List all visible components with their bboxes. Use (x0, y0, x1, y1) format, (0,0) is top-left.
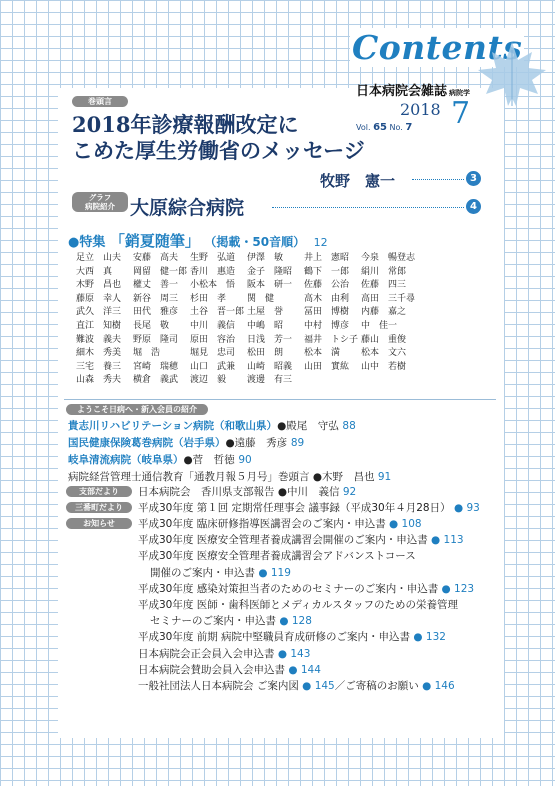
graph-hospital-name[interactable]: 大原綜合病院 (130, 197, 245, 219)
contributor-name: 權丈 善一 (133, 280, 179, 291)
contributor-name: 松本 文六 (361, 348, 407, 359)
contributor-name (418, 320, 475, 334)
contributor-name: 足立 山夫 (76, 253, 122, 263)
welcome-item[interactable] (68, 418, 356, 433)
mgmt-item[interactable] (68, 469, 391, 484)
contributor-name: 三宅 養三 (76, 361, 122, 372)
graph-badge (72, 192, 128, 212)
contributor-name: 杉田 孝 (190, 293, 227, 304)
page-number-badge[interactable]: 3 (466, 171, 481, 186)
contributor-name: 横倉 義武 (133, 375, 179, 386)
page-number-badge[interactable]: 4 (466, 199, 481, 214)
contributor-name: 新谷 周三 (133, 293, 179, 304)
contributor-name: 中嶋 昭 (247, 320, 284, 331)
contributor-name: 野原 隆司 (133, 334, 179, 345)
notice-text: 開催のご案内・申込書 (150, 566, 255, 579)
contributor-name: 小松本 悟 (190, 280, 236, 291)
notice-page: 146 (434, 680, 455, 692)
welcome-person: ●遠藤 秀彦 (225, 437, 288, 449)
contributor-name: 山森 秀夫 (76, 375, 122, 386)
notice-extra: ／ご寄稿のお願い (334, 680, 419, 692)
contributor-name: 木野 昌也 (76, 280, 122, 291)
branch-item[interactable] (138, 484, 356, 499)
contributor-name: 山崎 昭義 (247, 361, 293, 372)
notice-text: 平成30年度 感染対策担当者のためのセミナーのご案内・申込書 (138, 582, 439, 595)
welcome-hospital: 岐阜清流病院（岐阜県） (68, 454, 184, 466)
contributor-name (418, 293, 475, 307)
notice-item[interactable] (150, 565, 291, 580)
contributor-name: 山口 武兼 (190, 361, 236, 372)
sanno-badge: 三番町だより (66, 502, 132, 513)
welcome-hospital: 国民健康保険葛巻病院（岩手県） (68, 437, 226, 449)
sanno-page: 93 (466, 502, 480, 514)
bullet-dot: ● (438, 582, 455, 595)
contributor-name (418, 334, 475, 348)
mgmt-person: ●木野 昌也 (312, 471, 375, 483)
notice-item[interactable] (150, 613, 312, 628)
contributor-name: 井上 憲昭 (304, 253, 350, 263)
bullet-dot: ● (418, 680, 435, 692)
contributor-names-grid (76, 252, 476, 388)
notice-item[interactable] (138, 662, 321, 677)
welcome-badge: ようこそ日病へ・新入会員の紹介 (66, 404, 208, 415)
notice-item[interactable] (138, 597, 458, 612)
branch-page: 92 (342, 486, 357, 498)
notice-text: 平成30年度 医師・歯科医師とメディカルスタッフのための栄養管理 (138, 599, 459, 611)
special-feature-heading[interactable] (68, 230, 328, 251)
contributor-name: 冨田 博樹 (304, 307, 350, 318)
vol-label: Vol. (356, 123, 371, 132)
contributor-name (418, 361, 475, 375)
contributor-name: 高木 由利 (304, 293, 350, 304)
contributor-name: 香川 惠造 (190, 266, 236, 277)
branch-badge: 支部だより (66, 486, 132, 497)
issue-month: 7 (451, 96, 471, 131)
contributor-name (418, 306, 475, 320)
contributor-name (418, 252, 475, 266)
contributor-name: 絹川 常郎 (361, 266, 407, 277)
notice-text: 一般社団法人日本病院会 ご案内図 (138, 680, 299, 692)
contributor-name: 高田 三千尋 (361, 293, 416, 304)
branch-text: 日本病院会 香川県支部報告 (138, 486, 275, 498)
contributor-name: 田代 雅彦 (133, 307, 179, 318)
notice-page: 119 (270, 566, 291, 579)
welcome-page: 88 (342, 420, 356, 432)
contributor-name: 日浅 芳一 (247, 334, 293, 345)
notice-item[interactable] (138, 629, 446, 644)
contributor-name: 土屋 誉 (247, 307, 284, 318)
notice-item[interactable] (138, 532, 464, 547)
contributor-name: 渡邊 有三 (247, 375, 293, 386)
welcome-person: ●菅 哲徳 (183, 454, 235, 466)
notice-page: 123 (454, 582, 475, 595)
bullet-dot: ● (410, 631, 426, 644)
journal-name-text: 日本病院会雑誌 (356, 84, 448, 99)
mgmt-page: 91 (377, 471, 392, 483)
contributor-name: 長尾 敬 (133, 320, 170, 331)
no-label: No. (389, 123, 403, 132)
notice-text: 平成30年度 医療安全管理者養成講習会開催のご案内・申込書 (138, 534, 428, 547)
contributor-name: 難波 義夫 (76, 334, 122, 345)
bullet-dot: ● (255, 566, 271, 579)
notice-text: 平成30年度 臨床研修指導医講習会のご案内・申込書 (138, 518, 386, 530)
notice-page: 128 (291, 615, 312, 628)
opening-author: 牧野 憲一 (320, 172, 396, 190)
contributor-name: 松本 満 (304, 348, 341, 359)
contributor-name: 内藤 嘉之 (361, 307, 407, 318)
bullet-dot: ● (285, 663, 301, 676)
contributor-name (418, 266, 475, 280)
welcome-hospital: 貴志川リハビリテーション病院（和歌山県） (68, 420, 278, 432)
notice-text: 平成30年度 医療安全管理者養成講習会アドバンストコース (138, 550, 416, 563)
notice-item[interactable] (138, 678, 455, 693)
contributor-name: 中 佳一 (361, 320, 398, 331)
notice-item[interactable] (138, 548, 416, 563)
no-value: 7 (405, 122, 413, 133)
contributor-name: 山中 若樹 (361, 361, 407, 372)
bullet-dot: ● (385, 518, 402, 530)
bullet-dot: ● (453, 502, 464, 514)
contributor-name: 細木 秀美 (76, 348, 122, 359)
bullet-dot: ● (427, 534, 444, 547)
dot-leader (272, 207, 464, 208)
bullet-dot: ● (274, 647, 291, 660)
notice-page: 113 (443, 534, 464, 547)
opening-title[interactable] (72, 112, 365, 164)
contributor-name (304, 374, 361, 388)
special-label: ●特集 (68, 235, 106, 250)
contributor-name: 大西 真 (76, 266, 113, 277)
notice-page: 145 (314, 680, 335, 692)
special-page: 12 (313, 236, 328, 249)
contributor-name: 堀見 忠司 (190, 348, 236, 359)
divider (64, 399, 496, 400)
contributor-name: 今泉 暢登志 (361, 253, 416, 263)
contributor-name: 佐藤 四三 (361, 280, 407, 291)
bullet-dot: ● (298, 680, 315, 692)
contributor-name: 松田 朗 (247, 348, 284, 359)
contributor-name: 安藤 高夫 (133, 253, 179, 263)
dot-leader (412, 179, 464, 180)
notice-page: 108 (401, 518, 422, 530)
contributor-name: 中川 義信 (190, 320, 236, 331)
notice-text: 日本病院会正会員入会申込書 (138, 647, 275, 660)
contributor-name: 土谷 晋一郎 (190, 307, 245, 318)
notices-badge: お知らせ (66, 518, 132, 529)
vol-value: 65 (373, 122, 387, 133)
notice-page: 132 (425, 631, 446, 644)
sanno-item[interactable] (138, 500, 480, 515)
notice-text: 日本病院会賛助会員入会申込書 (138, 663, 285, 676)
contributor-name: 金子 隆昭 (247, 266, 293, 277)
contributor-name: 岡留 健一郎 (133, 266, 188, 277)
contributor-name: 原田 容治 (190, 334, 236, 345)
notice-text: セミナーのご案内・申込書 (150, 615, 276, 628)
contributor-name: 藤山 重俊 (361, 334, 407, 345)
opening-title-line1: 2018年診療報酬改定に (72, 112, 299, 137)
special-title: 「銷夏随筆」 (109, 232, 200, 250)
notice-item[interactable] (138, 646, 310, 661)
opening-badge: 巻頭言 (72, 96, 128, 107)
sanno-text: 平成30年度 第１回 定期常任理事会 議事録（平成30年４月28日） (138, 502, 451, 514)
maple-leaf-icon (476, 40, 548, 110)
contributor-name: 伊澤 敏 (247, 253, 284, 263)
contributor-name: 藤原 幸人 (76, 293, 122, 304)
contributor-name: 関 健 (247, 293, 275, 304)
welcome-item[interactable] (68, 435, 304, 450)
contributor-name: 鶴下 一郎 (304, 266, 350, 277)
notice-page: 144 (300, 663, 321, 676)
welcome-item[interactable] (68, 452, 252, 467)
contributor-name (418, 347, 475, 361)
contributor-name (418, 279, 475, 293)
issue-year: 2018 (400, 100, 441, 119)
contributor-name: 直江 知樹 (76, 320, 122, 331)
contributor-name: 宮崎 瑞穂 (133, 361, 179, 372)
contributor-name: 渡辺 毅 (190, 375, 227, 386)
bullet-dot: ● (276, 615, 292, 628)
journal-sub: 病院学 (449, 89, 471, 97)
mgmt-text: 病院経営管理士通信教育「通教月報５月号」巻頭言 (68, 471, 310, 483)
contributor-name: 阪本 研一 (247, 280, 293, 291)
contributor-name (361, 374, 418, 388)
contents-title: Contents (352, 28, 523, 67)
graph-badge-line2: 病院紹介 (85, 202, 115, 211)
notice-page: 143 (290, 647, 311, 660)
contributor-name: 山田 實紘 (304, 361, 350, 372)
graph-badge-line1: グラフ (88, 193, 112, 202)
contributor-name: 生野 弘道 (190, 253, 236, 263)
contributor-name: 武久 洋三 (76, 307, 122, 318)
opening-title-line2: こめた厚生労働省のメッセージ (72, 138, 365, 163)
contributor-name: 佐藤 公治 (304, 280, 350, 291)
notice-text: 平成30年度 前期 病院中堅職員育成研修のご案内・申込書 (138, 631, 411, 644)
branch-person: ●中川 義信 (277, 486, 340, 498)
contributor-name: 福井 トシ子 (304, 334, 359, 345)
welcome-page: 89 (290, 437, 305, 449)
welcome-person: ●殿尾 守弘 (277, 420, 339, 432)
special-subtitle: （掲載・50音順） (204, 235, 306, 249)
notice-item[interactable] (138, 516, 422, 531)
contributor-name: 堀 浩 (133, 348, 161, 359)
notice-item[interactable] (138, 581, 474, 596)
contributor-name: 中村 博彦 (304, 320, 350, 331)
welcome-page: 90 (238, 454, 252, 466)
contributor-name (418, 374, 475, 388)
